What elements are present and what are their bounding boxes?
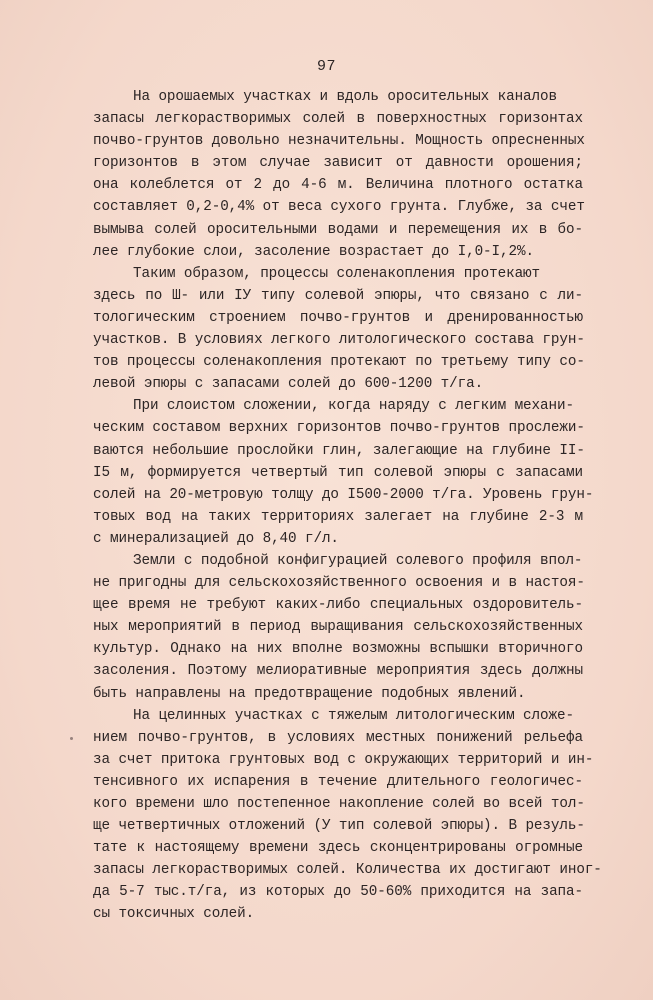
text-line: I5 м, формируется четвертый тип солевой эпюры с запасами bbox=[93, 464, 583, 481]
text-line: При слоистом сложении, когда наряду с легким механи- bbox=[133, 398, 574, 415]
text-line: тате к настоящему времени здесь сконцентрированы огромные bbox=[93, 840, 583, 857]
text-line: она колеблется от 2 до 4-6 м. Величина плотного остатка bbox=[93, 177, 583, 194]
text-line: да 5-7 тыс.т/га, из которых до 50-60% приходится на запа- bbox=[93, 884, 583, 901]
text-line: не пригодны для сельскохозяйственного освоения и в настоя- bbox=[93, 575, 585, 592]
text-line: ческим составом верхних горизонтов почво-грунтов прослежи- bbox=[93, 420, 585, 437]
text-line: участков. В условиях легкого литологического состава грун- bbox=[93, 332, 585, 349]
text-line: солей на 20-метровую толщу до I500-2000 т/га. Уровень грун- bbox=[93, 486, 594, 503]
text-line: тов процессы соленакопления протекают по третьему типу со- bbox=[93, 354, 585, 371]
text-line: вымыва солей оросительными водами и перемещения их в бо- bbox=[93, 221, 583, 238]
text-line: за счет притока грунтовых вод с окружающих территорий и ин- bbox=[93, 751, 594, 768]
text-line: щее время не требуют каких-либо специальных оздоровитель- bbox=[93, 597, 583, 614]
text-line: кого времени шло постепенное накопление солей во всей тол- bbox=[93, 796, 585, 812]
margin-mark bbox=[70, 737, 73, 740]
text-line: ваются небольшие прослойки глин, залегающие на глубине II- bbox=[93, 442, 585, 459]
body-text bbox=[93, 86, 602, 926]
text-line: ных мероприятий в период выращивания сельскохозяйственных bbox=[93, 619, 583, 636]
text-line: культур. Однако на них вполне возможны вспышки вторичного bbox=[93, 641, 583, 658]
text-line: Таким образом, процессы соленакопления протекают bbox=[133, 265, 541, 282]
text-line: тенсивного их испарения в течение длительного геологичес- bbox=[93, 773, 583, 790]
text-line: запасы легкорастворимых солей. Количества их достигают иног- bbox=[93, 862, 602, 879]
text-line: ще четвертичных отложений (У тип солевой эпюры). В резуль- bbox=[93, 818, 585, 835]
text-line: здесь по Ш- или IУ типу солевой эпюры, что связано с ли- bbox=[93, 287, 583, 304]
text-line: запасы легкорастворимых солей в поверхностных горизонтах bbox=[93, 111, 583, 128]
text-line: засоления. Поэтому мелиоративные мероприятия здесь должны bbox=[93, 663, 583, 680]
text-line: Земли с подобной конфигурацией солевого профиля впол- bbox=[133, 552, 583, 569]
page-number: 97 bbox=[316, 58, 336, 75]
text-line: левой эпюры с запасами солей до 600-1200 т/га. bbox=[93, 376, 484, 393]
text-line: сы токсичных солей. bbox=[93, 906, 255, 923]
text-line: составляет 0,2-0,4% от веса сухого грунта. Глубже, за счет bbox=[93, 199, 585, 216]
text-line: На целинных участках с тяжелым литологическим сложе- bbox=[133, 707, 574, 724]
text-line: почво-грунтов довольно незначительны. Мощность опресненных bbox=[93, 133, 585, 150]
text-line: с минерализацией до 8,40 г/л. bbox=[93, 530, 339, 547]
text-line: товых вод на таких территориях залегает на глубине 2-3 м bbox=[93, 508, 583, 525]
text-line: тологическим строением почво-грунтов и дренированностью bbox=[93, 309, 583, 326]
text-line: быть направлены на предотвращение подобных явлений. bbox=[93, 685, 526, 702]
text-line: На орошаемых участках и вдоль оросительных каналов bbox=[133, 89, 557, 105]
text-line: лее глубокие слои, засоление возрастает до I,0-I,2%. bbox=[93, 243, 534, 260]
text-line: горизонтов в этом случае зависит от давности орошения; bbox=[93, 155, 583, 172]
text-line: нием почво-грунтов, в условиях местных понижений рельефа bbox=[93, 729, 583, 746]
